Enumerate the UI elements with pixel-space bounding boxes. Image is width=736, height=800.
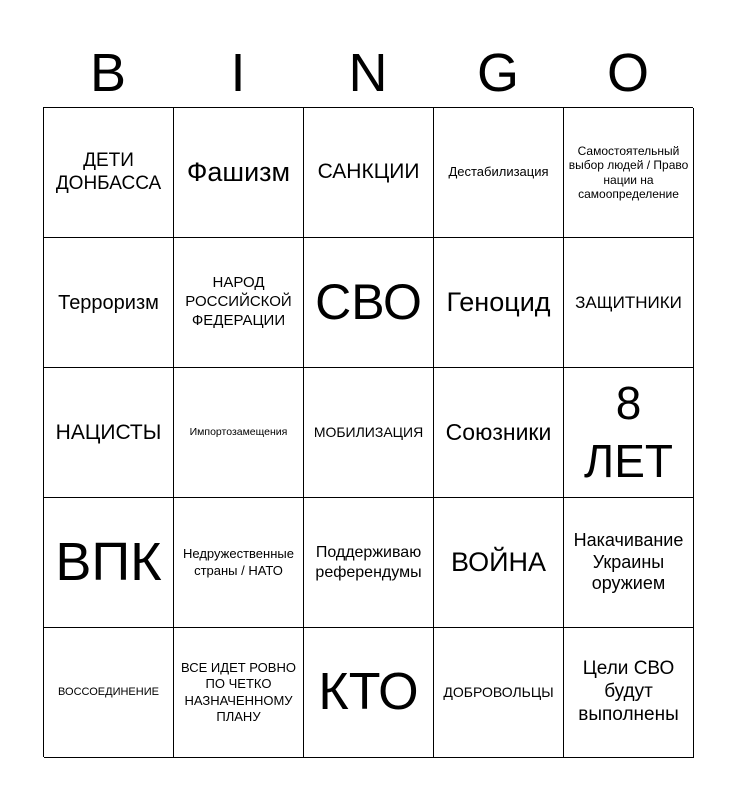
cell-text: ЗАЩИТНИКИ xyxy=(575,292,682,312)
bingo-cell-r1c1[interactable] xyxy=(44,108,174,238)
cell-text: КТО xyxy=(318,663,419,721)
bingo-cell-r4c2[interactable] xyxy=(174,498,304,628)
cell-text: ВОЙНА xyxy=(450,546,547,577)
bingo-cell-r2c4[interactable] xyxy=(434,238,564,368)
cell-text: НАЦИСТЫ xyxy=(55,420,162,444)
cell-text: Дестабилизация xyxy=(448,164,549,180)
cell-text: ДЕТИ ДОНБАССА xyxy=(55,149,162,194)
bingo-cell-r2c2[interactable] xyxy=(174,238,304,368)
bingo-cell-r1c5[interactable] xyxy=(564,108,694,238)
bingo-cell-r1c2[interactable] xyxy=(174,108,304,238)
bingo-cell-r2c1[interactable] xyxy=(44,238,174,368)
header-letter-b: B xyxy=(89,43,127,103)
bingo-cell-r5c4[interactable] xyxy=(434,628,564,758)
bingo-cell-r4c4[interactable] xyxy=(434,498,564,628)
cell-text: СВО xyxy=(315,274,422,331)
cell-text: Накачивание Украины оружием xyxy=(573,530,684,594)
cell-text: Фашизм xyxy=(186,156,291,187)
cell-text: 8 ЛЕТ xyxy=(584,377,673,487)
cell-text: Недружественные страны / НАТО xyxy=(183,546,294,578)
header-letter-g: G xyxy=(476,43,519,103)
cell-text: Терроризм xyxy=(58,291,159,314)
cell-text: МОБИЛИЗАЦИЯ xyxy=(313,423,424,440)
header-letter-o: O xyxy=(606,43,649,103)
cell-text: Импортозамещения xyxy=(189,426,288,439)
cell-text: Цели СВО будут выполнены xyxy=(578,658,679,725)
cell-text: Поддерживаю референдумы xyxy=(315,543,422,581)
bingo-cell-r5c2[interactable] xyxy=(174,628,304,758)
bingo-cell-r1c4[interactable] xyxy=(434,108,564,238)
cell-text: НАРОД РОССИЙСКОЙ ФЕДЕРАЦИИ xyxy=(185,274,292,329)
bingo-header xyxy=(43,40,693,106)
cell-text: Геноцид xyxy=(446,286,551,317)
bingo-card xyxy=(43,107,693,757)
bingo-cell-r5c3[interactable] xyxy=(304,628,434,758)
bingo-cell-r3c1[interactable] xyxy=(44,368,174,498)
bingo-cell-r3c5[interactable] xyxy=(564,368,694,498)
bingo-cell-r3c4[interactable] xyxy=(434,368,564,498)
cell-text: САНКЦИИ xyxy=(317,160,420,184)
bingo-cell-r2c3[interactable] xyxy=(304,238,434,368)
cell-text: Самостоятельный выбор людей / Право нации на самоопределение xyxy=(568,143,689,201)
bingo-cell-r4c5[interactable] xyxy=(564,498,694,628)
cell-text: ВСЕ ИДЕТ РОВНО ПО ЧЕТКО НАЗНАЧЕННОМУ ПЛАНУ xyxy=(181,660,296,724)
cell-text: ДОБРОВОЛЬЦЫ xyxy=(443,683,554,700)
bingo-cell-r4c1[interactable] xyxy=(44,498,174,628)
bingo-cell-r5c5[interactable] xyxy=(564,628,694,758)
bingo-cell-r2c5[interactable] xyxy=(564,238,694,368)
header-letter-i: I xyxy=(230,43,246,103)
bingo-cell-r3c2[interactable] xyxy=(174,368,304,498)
cell-text: Союзники xyxy=(445,419,552,446)
bingo-cell-r3c3[interactable] xyxy=(304,368,434,498)
cell-text: ВОССОЕДИНЕНИЕ xyxy=(58,685,159,698)
bingo-cell-r1c3[interactable] xyxy=(304,108,434,238)
header-letter-n: N xyxy=(348,43,388,103)
bingo-cell-r5c1[interactable] xyxy=(44,628,174,758)
bingo-cell-r4c3[interactable] xyxy=(304,498,434,628)
cell-text: ВПК xyxy=(55,531,162,592)
